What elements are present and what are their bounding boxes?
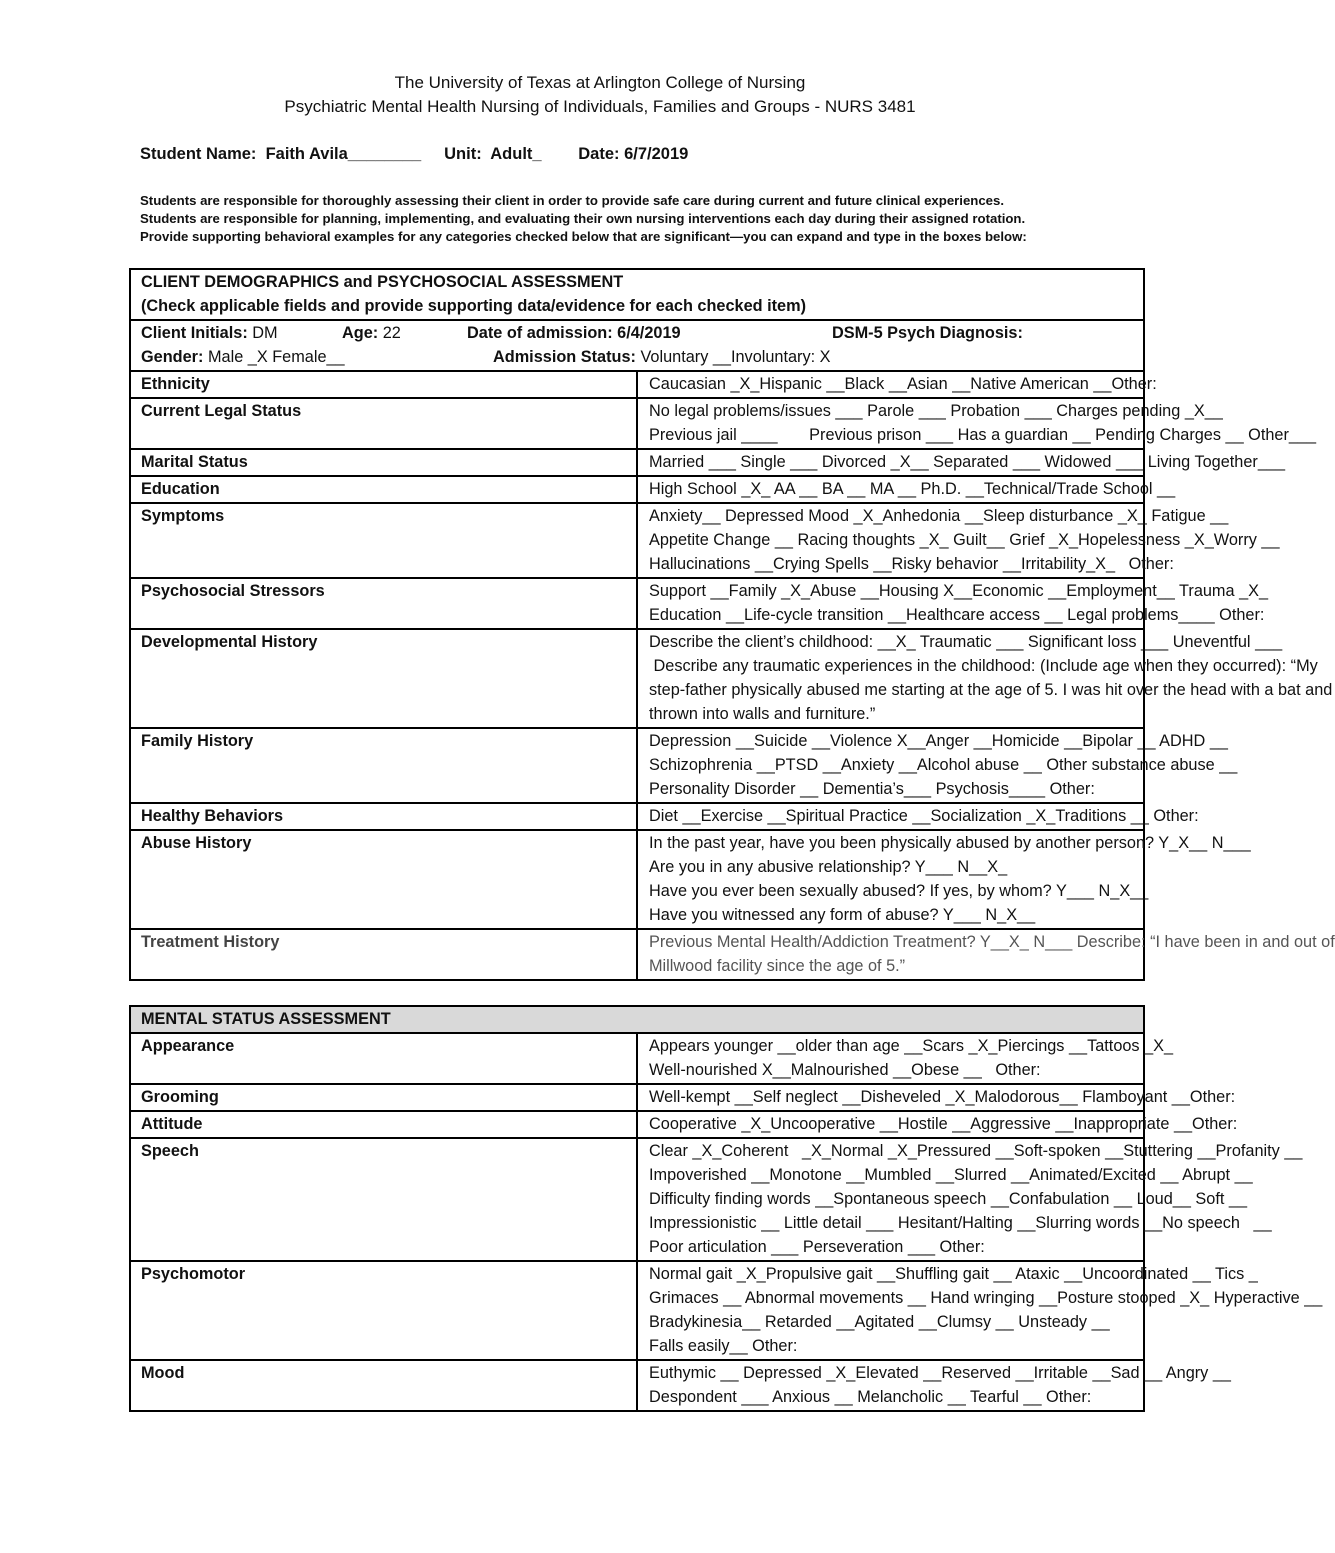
row-value-line: Euthymic __ Depressed _X_Elevated __Reserved __Irritable __Sad __ Angry __ <box>649 1364 1231 1382</box>
row-value-line: Appetite Change __ Racing thoughts _X_ Guilt__ Grief _X_Hopelessness _X_Worry __ <box>649 531 1280 549</box>
row-value <box>637 449 1285 476</box>
row-value-line: Personality Disorder __ Dementia’s___ Psychosis____ Other: <box>649 780 1095 798</box>
row-value <box>637 929 1335 980</box>
row-value <box>637 629 1333 728</box>
row-label: Symptoms <box>130 503 637 578</box>
row-value-line: Support __Family _X_Abuse __Housing X__Economic __Employment__ Trauma _X_ <box>649 582 1269 600</box>
row-value-line: Bradykinesia__ Retarded __Agitated __Clumsy __ Unsteady __ <box>649 1313 1110 1331</box>
row-value <box>637 830 1251 929</box>
row-value-line: Are you in any abusive relationship? Y___ N__X_ <box>649 858 1008 876</box>
row-value <box>637 578 1269 629</box>
row-label: Grooming <box>130 1084 637 1111</box>
table-row <box>130 1033 1144 1084</box>
table-row <box>130 929 1144 980</box>
row-label: Psychomotor <box>130 1261 637 1360</box>
admission-date: Date of admission: 6/4/2019 <box>467 324 681 342</box>
initials-value: DM <box>247 324 278 342</box>
row-label: Appearance <box>130 1033 637 1084</box>
header-line-2: Psychiatric Mental Health Nursing of Individuals, Families and Groups - NURS 3481 <box>284 97 916 116</box>
row-label: Education <box>130 476 637 503</box>
age-value: 22 <box>378 324 401 342</box>
mental-status-table <box>129 1005 1323 1412</box>
row-value-line: Normal gait _X_Propulsive gait __Shuffling gait __ Ataxic __Uncoordinated __ Tics _ <box>649 1265 1258 1283</box>
row-value-line: Impoverished __Monotone __Mumbled __Slurred __Animated/Excited __ Abrupt __ <box>649 1166 1253 1184</box>
table-row <box>130 830 1144 929</box>
mental-status-title: MENTAL STATUS ASSESSMENT <box>130 1006 1144 1033</box>
table-row <box>130 371 1144 398</box>
row-value-line: Grimaces __ Abnormal movements __ Hand wringing __Posture stooped _X_ Hyperactive __ <box>649 1289 1323 1307</box>
row-value-line: Caucasian _X_Hispanic __Black __Asian __Native American __Other: <box>649 375 1157 393</box>
row-label: Family History <box>130 728 637 803</box>
row-label: Attitude <box>130 1111 637 1138</box>
row-value-line: Anxiety__ Depressed Mood _X_Anhedonia __Sleep disturbance _X_ Fatigue __ <box>649 507 1229 525</box>
row-value <box>637 1138 1303 1261</box>
demographics-table <box>129 268 1335 981</box>
row-label: Abuse History <box>130 830 637 929</box>
row-value-line: In the past year, have you been physically abused by another person? Y_X__ N___ <box>649 834 1251 852</box>
row-value-line: Married ___ Single ___ Divorced _X__ Separated ___ Widowed ___ Living Together___ <box>649 453 1285 471</box>
row-value-line: Education __Life-cycle transition __Healthcare access __ Legal problems____ Other: <box>649 606 1265 624</box>
demographics-title-line: CLIENT DEMOGRAPHICS and PSYCHOSOCIAL ASSESSMENT <box>141 273 624 291</box>
row-value <box>637 1111 1238 1138</box>
row-value-line: thrown into walls and furniture.” <box>649 705 876 723</box>
row-label: Current Legal Status <box>130 398 637 449</box>
row-value <box>637 503 1280 578</box>
row-label: Ethnicity <box>130 371 637 398</box>
instruction-line: Provide supporting behavioral examples for any categories checked below that are significant—you can expand and type in the boxes below: <box>140 229 1027 244</box>
row-label: Marital Status <box>130 449 637 476</box>
row-value <box>637 476 1176 503</box>
row-label: Developmental History <box>130 629 637 728</box>
row-value-line: Have you ever been sexually abused? If yes, by whom? Y___ N_X__ <box>649 882 1149 900</box>
demographics-subtitle-line: (Check applicable fields and provide supporting data/evidence for each checked item) <box>141 297 806 315</box>
row-value <box>637 1360 1231 1411</box>
row-value-line: Impressionistic __ Little detail ___ Hesitant/Halting __Slurring words __No speech __ <box>649 1214 1272 1232</box>
row-value-line: Diet __Exercise __Spiritual Practice __Socialization _X_Traditions __ Other: <box>649 807 1199 825</box>
row-label: Treatment History <box>130 929 637 980</box>
table-row <box>130 398 1144 449</box>
row-value-line: Difficulty finding words __Spontaneous speech __Confabulation __ Loud__ Soft __ <box>649 1190 1248 1208</box>
row-value-line: step-father physically abused me starting at the age of 5. I was hit over the head with a bat and <box>649 681 1333 699</box>
row-value-line: Millwood facility since the age of 5.” <box>649 957 906 975</box>
row-value-line: Well-nourished X__Malnourished __Obese __ Other: <box>649 1061 1041 1079</box>
instruction-line: Students are responsible for planning, implementing, and evaluating their own nursing interventions each day during their assigned rotation. <box>140 211 1026 226</box>
row-value-line: High School _X_ AA __ BA __ MA __ Ph.D. __Technical/Trade School __ <box>649 480 1176 498</box>
table-row <box>130 728 1144 803</box>
row-value-line: Previous jail ____ Previous prison ___ Has a guardian __ Pending Charges __ Other___ <box>649 426 1317 444</box>
table-row <box>130 1138 1144 1261</box>
row-value-line: Depression __Suicide __Violence X__Anger __Homicide __Bipolar __ ADHD __ <box>649 732 1228 750</box>
row-value-line: Appears younger __older than age __Scars _X_Piercings __Tattoos _X_ <box>649 1037 1174 1055</box>
row-value-line: Clear _X_Coherent _X_Normal _X_Pressured __Soft-spoken __Stuttering __Profanity __ <box>649 1142 1303 1160</box>
row-value-line: Despondent ___ Anxious __ Melancholic __ Tearful __ Other: <box>649 1388 1092 1406</box>
dsm-diagnosis-label: DSM-5 Psych Diagnosis: <box>832 324 1023 342</box>
row-value <box>637 803 1199 830</box>
row-value <box>637 371 1157 398</box>
header-line-1: The University of Texas at Arlington College of Nursing <box>394 73 806 92</box>
initials-label: Client Initials: <box>141 324 248 342</box>
row-value-line: Describe the client’s childhood: __X_ Traumatic ___ Significant loss ___ Uneventful ___ <box>649 633 1283 651</box>
table-row <box>130 803 1144 830</box>
row-value <box>637 398 1317 449</box>
age-label: Age: <box>342 324 379 342</box>
row-value-line: Poor articulation ___ Perseveration ___ Other: <box>649 1238 985 1256</box>
row-value-line: Previous Mental Health/Addiction Treatment? Y__X_ N___ Describe: “I have been in and out of <box>649 933 1335 951</box>
row-value-line: Cooperative _X_Uncooperative __Hostile __Aggressive __Inappropriate __Other: <box>649 1115 1238 1133</box>
table-row <box>130 629 1144 728</box>
row-value <box>637 1261 1323 1360</box>
row-value-line: Well-kempt __Self neglect __Disheveled _X_Malodorous__ Flamboyant __Other: <box>649 1088 1236 1106</box>
row-label: Psychosocial Stressors <box>130 578 637 629</box>
row-value-line: Falls easily__ Other: <box>649 1337 798 1355</box>
student-info-line: Student Name: Faith Avila________ Unit: Adult_ Date: 6/7/2019 <box>140 145 689 163</box>
row-value <box>637 728 1238 803</box>
row-value <box>637 1033 1174 1084</box>
row-value-line: Schizophrenia __PTSD __Anxiety __Alcohol abuse __ Other substance abuse __ <box>649 756 1238 774</box>
row-label: Healthy Behaviors <box>130 803 637 830</box>
table-row <box>130 1111 1144 1138</box>
admission-status-label: Admission Status: <box>493 348 636 366</box>
row-value <box>637 1084 1236 1111</box>
row-value-line: Have you witnessed any form of abuse? Y___ N_X__ <box>649 906 1036 924</box>
table-row <box>130 476 1144 503</box>
instructions <box>140 192 1027 246</box>
row-value-line: Hallucinations __Crying Spells __Risky behavior __Irritability_X_ Other: <box>649 555 1174 573</box>
table-row <box>130 1084 1144 1111</box>
gender-value: Male _X Female__ <box>203 348 345 366</box>
row-label: Speech <box>130 1138 637 1261</box>
table-row <box>130 1261 1144 1360</box>
client-info-cell <box>130 320 1144 371</box>
admission-status-value: Voluntary __Involuntary: X <box>635 348 831 366</box>
table-row <box>130 503 1144 578</box>
row-label: Mood <box>130 1360 637 1411</box>
instruction-line: Students are responsible for thoroughly assessing their client in order to provide safe care during current and future clinical experiences. <box>140 193 1005 208</box>
row-value-line: No legal problems/issues ___ Parole ___ Probation ___ Charges pending _X__ <box>649 402 1223 420</box>
table-row <box>130 1360 1144 1411</box>
table-row <box>130 449 1144 476</box>
demographics-title <box>130 269 1144 320</box>
gender-label: Gender: <box>141 348 204 366</box>
table-row <box>130 578 1144 629</box>
row-value-line: Describe any traumatic experiences in the childhood: (Include age when they occurred): “My <box>649 657 1318 675</box>
